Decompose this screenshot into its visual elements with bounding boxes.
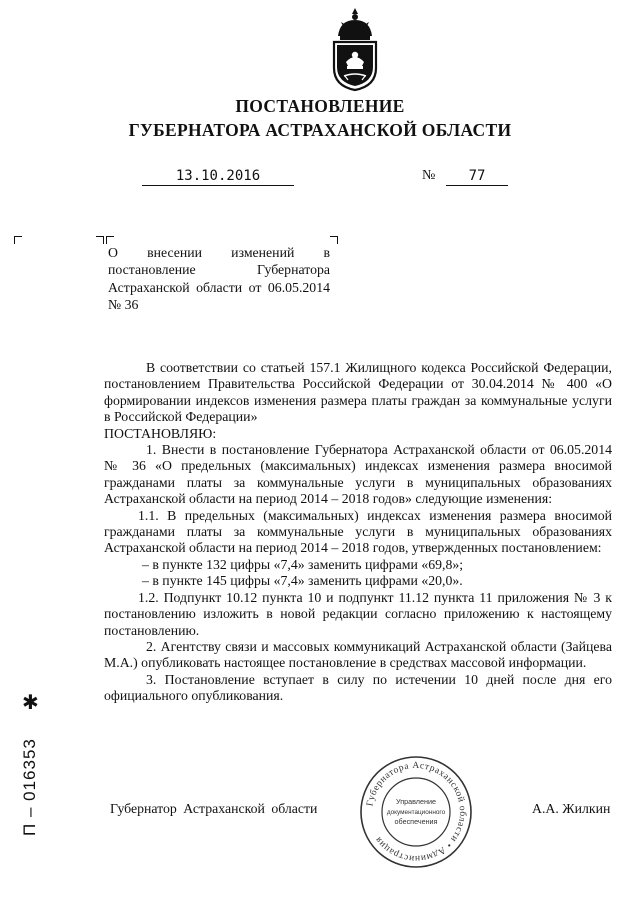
signatory-position: Губернатор Астраханской области bbox=[110, 801, 318, 816]
stamp-inner-line-3: обеспечения bbox=[394, 817, 438, 826]
document-number: 77 bbox=[446, 168, 508, 186]
official-stamp bbox=[358, 754, 474, 870]
item-1-paragraph: 1. Внести в постановление Губернатора Астраханской области от 06.05.2014 № 36 «О предельных (максимальных) индексах изменения размера вносимой гражданами платы за коммунальные услуги в муниципальных образованиях Астраханской области на период 2014 – 2018 годов» следующие изменения: bbox=[104, 442, 612, 507]
coat-of-arms-emblem bbox=[328, 6, 382, 92]
decree-word: ПОСТАНОВЛЯЮ: bbox=[104, 425, 217, 441]
corner-mark-subject-right bbox=[330, 236, 338, 244]
item-1-2-paragraph: 1.2. Подпункт 10.12 пункта 10 и подпункт 11.12 пункта 11 приложения № 3 к постановлению изложить в новой редакции согласно приложению к настоящему постановлению. bbox=[104, 589, 612, 638]
item-1-1-paragraph: 1.1. В предельных (максимальных) индексах изменения размера вносимой гражданами платы за коммунальные услуги в муниципальных образованиях Астраханской области на период 2014 – 2018 годов, утвержденных постановлением: bbox=[104, 507, 612, 556]
side-serial-number: П – 016353 bbox=[20, 738, 39, 836]
document-type-title: ПОСТАНОВЛЕНИЕ bbox=[235, 96, 405, 116]
stamp-ring-text: Губернатора Астраханской области • Администрация bbox=[365, 760, 468, 864]
item-3-paragraph: 3. Постановление вступает в силу по истечении 10 дней после дня его официального опубликования. bbox=[104, 671, 612, 704]
stamp-inner-line-1: Управление bbox=[396, 797, 436, 806]
corner-mark-top-left bbox=[14, 236, 22, 244]
side-star-mark: ✱ bbox=[22, 690, 39, 714]
document-date: 13.10.2016 bbox=[142, 168, 294, 186]
bullet-item-1: – в пункте 132 цифры «7,4» заменить цифрами «69,8»; bbox=[142, 556, 464, 572]
document-subject: О внесении изменений в постановление Губернатора Астраханской области от 06.05.2014 № 36 bbox=[108, 245, 330, 313]
bullet-item-2: – в пункте 145 цифры «7,4» заменить цифрами «20,0». bbox=[142, 573, 463, 589]
preamble-paragraph: В соответствии со статьей 157.1 Жилищного кодекса Российской Федерации, постановлением Правительства Российской Федерации от 30.04.2014 № 400 «О формировании индексов изменения размера платы граждан за коммунальные услуги в Российской Федерации» bbox=[104, 360, 612, 425]
issuer-title: ГУБЕРНАТОРА АСТРАХАНСКОЙ ОБЛАСТИ bbox=[128, 120, 512, 140]
item-2-paragraph: 2. Агентству связи и массовых коммуникаций Астраханской области (Зайцева М.А.) опубликовать настоящее постановление в средствах массовой информации. bbox=[104, 638, 612, 671]
signatory-name: А.А. Жилкин bbox=[532, 801, 611, 816]
corner-mark-subject-left-2 bbox=[106, 236, 114, 244]
number-sign: № bbox=[422, 168, 436, 183]
stamp-inner-line-2: документационного bbox=[386, 809, 446, 816]
corner-mark-subject-left bbox=[96, 236, 104, 244]
document-body bbox=[104, 360, 612, 705]
